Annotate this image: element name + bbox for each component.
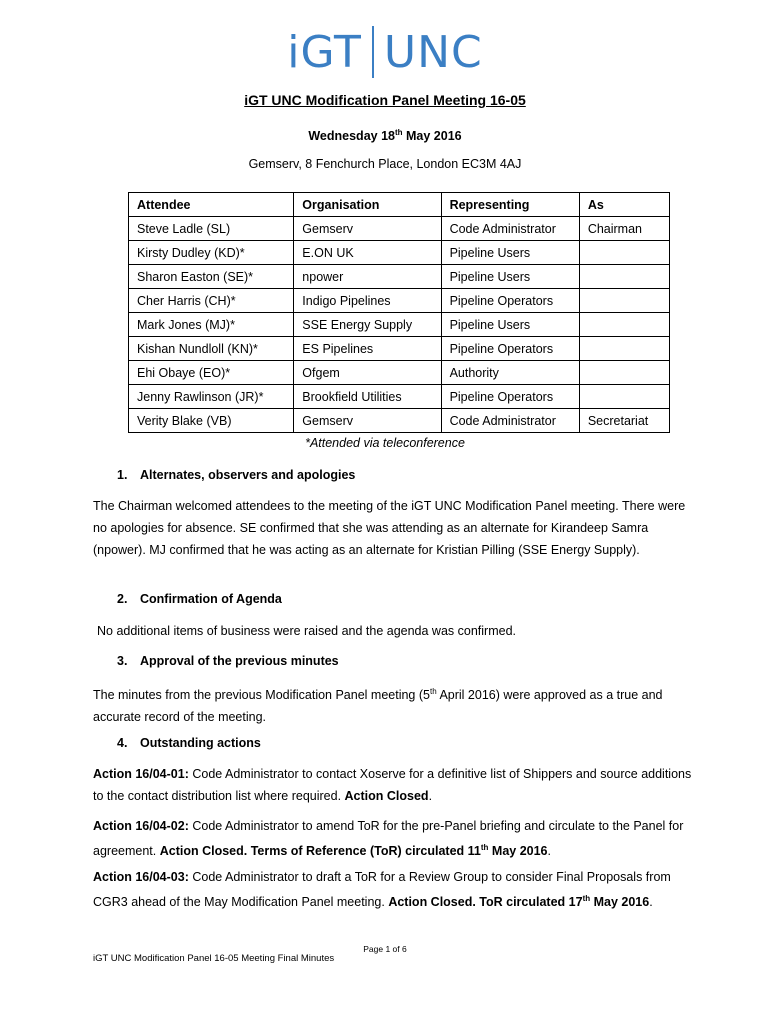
header-attendee: Attendee [129,193,294,217]
cell-representing: Pipeline Operators [441,289,579,313]
cell-attendee: Mark Jones (MJ)* [129,313,294,337]
header-as: As [579,193,669,217]
page-number: Page 1 of 6 [363,944,407,954]
table-row [129,361,670,385]
section-heading-agenda: 2. Confirmation of Agenda [117,592,282,606]
cell-representing: Pipeline Users [441,265,579,289]
cell-attendee: Steve Ladle (SL) [129,217,294,241]
section-text-agenda: No additional items of business were raised and the agenda was confirmed. [97,624,516,638]
cell-representing: Pipeline Users [441,313,579,337]
cell-representing: Pipeline Users [441,241,579,265]
cell-as [579,265,669,289]
meeting-date: Wednesday 18th May 2016 [308,128,462,144]
teleconference-note: *Attended via teleconference [305,436,465,450]
header-organisation: Organisation [294,193,441,217]
cell-as [579,361,669,385]
cell-attendee: Verity Blake (VB) [129,409,294,433]
cell-organisation: npower [294,265,441,289]
cell-organisation: SSE Energy Supply [294,313,441,337]
cell-attendee: Kirsty Dudley (KD)* [129,241,294,265]
cell-as: Chairman [579,217,669,241]
cell-attendee: Cher Harris (CH)* [129,289,294,313]
section-heading-actions: 4. Outstanding actions [117,736,261,750]
action-item: Action 16/04-01: Code Administrator to contact Xoserve for a definitive list of Shippers and source additions to the contact distribution list where required. Action Closed. [93,767,692,803]
cell-attendee: Sharon Easton (SE)* [129,265,294,289]
cell-organisation: Ofgem [294,361,441,385]
logo-divider [372,26,374,78]
cell-representing: Code Administrator [441,409,579,433]
cell-attendee: Ehi Obaye (EO)* [129,361,294,385]
cell-organisation: Brookfield Utilities [294,385,441,409]
cell-organisation: Gemserv [294,217,441,241]
table-row [129,241,670,265]
cell-representing: Authority [441,361,579,385]
cell-organisation: ES Pipelines [294,337,441,361]
attendee-table [128,192,670,433]
table-row [129,289,670,313]
cell-as: Secretariat [579,409,669,433]
cell-as [579,313,669,337]
cell-as [579,241,669,265]
cell-organisation: Gemserv [294,409,441,433]
logo-right-text: UNC [383,26,483,78]
footer-document-title: iGT UNC Modification Panel 16-05 Meeting Final Minutes [93,953,335,964]
cell-organisation: E.ON UK [294,241,441,265]
table-header-row [129,193,670,217]
action-item: Action 16/04-02: Code Administrator to amend ToR for the pre-Panel briefing and circulate to the Panel for agreement. Action Closed. Terms of Reference (ToR) circulated 11th May 2016. [93,819,684,859]
cell-attendee: Kishan Nundloll (KN)* [129,337,294,361]
cell-as [579,337,669,361]
cell-organisation: Indigo Pipelines [294,289,441,313]
meeting-venue: Gemserv, 8 Fenchurch Place, London EC3M 4AJ [248,157,522,171]
cell-as [579,289,669,313]
table-row [129,313,670,337]
cell-as [579,385,669,409]
logo-left-text: iGT [287,26,362,78]
table-row [129,337,670,361]
section-heading-minutes: 3. Approval of the previous minutes [117,654,339,668]
action-item: Action 16/04-03: Code Administrator to draft a ToR for a Review Group to consider Final Proposals from CGR3 ahead of the May Modification Panel meeting. Action Closed. ToR circulated 17th May 2016. [93,870,671,910]
cell-representing: Pipeline Operators [441,337,579,361]
table-row [129,409,670,433]
table-row [129,265,670,289]
igt-unc-logo [0,22,770,82]
section-heading-apologies: 1. Alternates, observers and apologies [117,468,356,482]
section-text-apologies: The Chairman welcomed attendees to the meeting of the iGT UNC Modification Panel meeting. There were no apologies for absence. SE confirmed that she was attending as an alternate for Kirandeep Samra (npower). MJ confirmed that he was acting as an alternate for Kristian Pilling (SSE Energy Supply). [93,499,686,557]
table-row [129,385,670,409]
cell-representing: Code Administrator [441,217,579,241]
cell-attendee: Jenny Rawlinson (JR)* [129,385,294,409]
section-text-minutes: The minutes from the previous Modification Panel meeting (5th April 2016) were approved as a true and accurate record of the meeting. [93,687,663,725]
header-representing: Representing [441,193,579,217]
cell-representing: Pipeline Operators [441,385,579,409]
table-row [129,217,670,241]
page-title: iGT UNC Modification Panel Meeting 16-05 [244,92,526,108]
